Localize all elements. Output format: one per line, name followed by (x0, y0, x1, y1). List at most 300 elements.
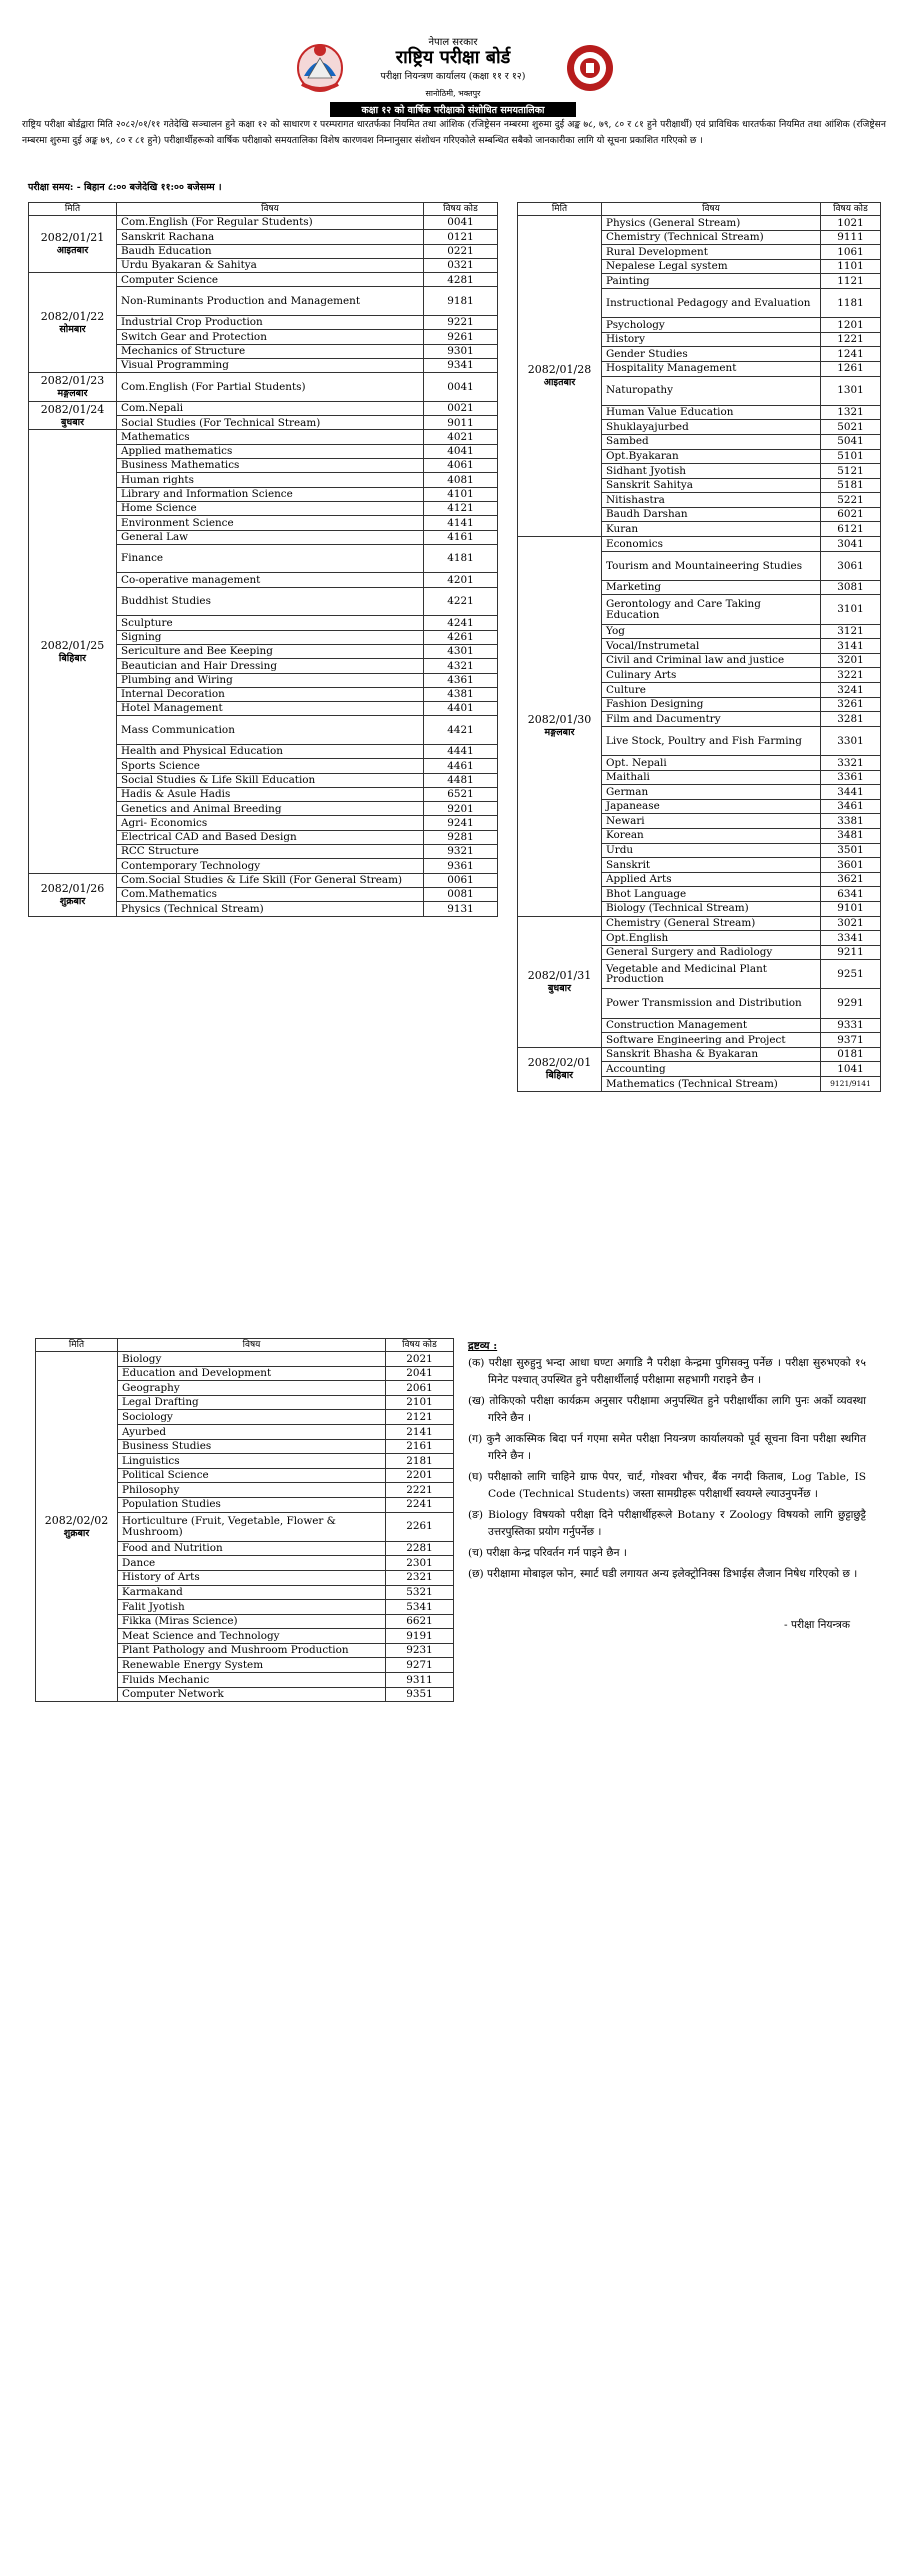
subject-code-cell: 6621 (386, 1614, 454, 1629)
subject-cell: Plant Pathology and Mushroom Production (118, 1643, 386, 1658)
exam-day: बिहिबार (545, 1070, 574, 1082)
subject-code-cell: 3141 (821, 639, 881, 654)
column-header-subject: विषय (602, 203, 821, 216)
subject-code-cell: 9371 (821, 1033, 881, 1048)
subject-cell: Civil and Criminal law and justice (602, 653, 821, 668)
subject-code-cell: 9261 (424, 330, 498, 344)
subject-code-cell: 9301 (424, 344, 498, 358)
subject-cell: Sports Science (117, 759, 424, 773)
subject-cell: Dance (118, 1556, 386, 1571)
subject-code-cell: 1181 (821, 288, 881, 317)
column-header-date: मिति (518, 203, 602, 216)
exam-date-cell (518, 216, 602, 537)
subject-code-cell: 9201 (424, 802, 498, 816)
subject-cell: Software Engineering and Project (602, 1033, 821, 1048)
exam-day: शुक्रबार (59, 895, 86, 907)
subject-code-cell: 9291 (821, 989, 881, 1018)
subject-cell: Film and Dacumentry (602, 712, 821, 727)
subject-code-cell: 4061 (424, 459, 498, 473)
subject-cell: Com.English (For Partial Students) (117, 373, 424, 402)
subject-cell: Geography (118, 1381, 386, 1396)
subject-code-cell: 0041 (424, 216, 498, 230)
exam-day: आइतबार (56, 245, 89, 257)
column-header-date: मिति (36, 1339, 118, 1352)
office-name: परीक्षा नियन्त्रण कार्यालय (कक्षा ११ र १२) (380, 71, 526, 82)
subject-code-cell: 2161 (386, 1439, 454, 1454)
table-row (29, 216, 498, 230)
subject-code-cell: 2141 (386, 1424, 454, 1439)
subject-code-cell: 3201 (821, 653, 881, 668)
subject-cell: Psychology (602, 318, 821, 333)
signature: - परीक्षा नियन्त्रक (784, 1619, 850, 1631)
exam-date: 2082/01/28 (527, 363, 592, 377)
subject-code-cell: 9101 (821, 901, 881, 916)
subject-cell: Computer Science (117, 273, 424, 287)
subject-cell: Urdu Byakaran & Sahitya (117, 258, 424, 272)
subject-code-cell: 3021 (821, 916, 881, 931)
note-item: (घ) परीक्षाको लागि चाहिने ग्राफ पेपर, चार्ट, गोश्वरा भौचर, बैंक नगदी किताब, Log Table, IS Code (Technical Students) जस्ता सामग्रीहरू परीक्षार्थी स्वयम्ले ल्याउनुपर्नेछ । (468, 1471, 866, 1500)
subject-code-cell: 3241 (821, 683, 881, 698)
subject-code-cell: 1021 (821, 216, 881, 231)
subject-cell: Renewable Energy System (118, 1658, 386, 1673)
subject-code-cell: 2281 (386, 1541, 454, 1556)
subject-code-cell: 2301 (386, 1556, 454, 1571)
subject-code-cell: 3301 (821, 726, 881, 755)
subject-cell: Com.English (For Regular Students) (117, 216, 424, 230)
subject-code-cell: 9341 (424, 358, 498, 372)
subject-code-cell: 3041 (821, 537, 881, 552)
subject-code-cell: 6021 (821, 507, 881, 522)
subject-code-cell: 0061 (424, 873, 498, 887)
subject-cell: Biology (Technical Stream) (602, 901, 821, 916)
subject-cell: Linguistics (118, 1454, 386, 1469)
subject-cell: Com.Social Studies & Life Skill (For General Stream) (117, 873, 424, 887)
exam-date: 2082/02/01 (527, 1056, 592, 1070)
subject-cell: Sociology (118, 1410, 386, 1425)
subject-cell: Fikka (Miras Science) (118, 1614, 386, 1629)
subject-cell: Library and Information Science (117, 487, 424, 501)
subject-cell: Rural Development (602, 245, 821, 260)
subject-code-cell: 4161 (424, 530, 498, 544)
subject-cell: Sidhant Jyotish (602, 464, 821, 479)
subject-code-cell: 5221 (821, 493, 881, 508)
exam-date: 2082/01/26 (40, 881, 105, 895)
subject-code-cell: 3221 (821, 668, 881, 683)
subject-cell: Visual Programming (117, 358, 424, 372)
subject-cell: Food and Nutrition (118, 1541, 386, 1556)
subject-code-cell: 4401 (424, 702, 498, 716)
subject-code-cell: 4201 (424, 573, 498, 587)
exam-date: 2082/01/21 (40, 231, 105, 245)
exam-date: 2082/01/22 (40, 309, 105, 323)
subject-code-cell: 1321 (821, 405, 881, 420)
subject-code-cell: 2041 (386, 1366, 454, 1381)
exam-date: 2082/02/02 (44, 1513, 109, 1527)
subject-cell: Chemistry (General Stream) (602, 916, 821, 931)
subject-code-cell: 1101 (821, 259, 881, 274)
subject-cell: Social Studies (For Technical Stream) (117, 416, 424, 430)
schedule-table-right (517, 202, 881, 1092)
subject-cell: RCC Structure (117, 845, 424, 859)
exam-day: बिहिबार (58, 652, 87, 664)
table-row (518, 916, 881, 931)
subject-code-cell: 2201 (386, 1468, 454, 1483)
subject-code-cell: 9011 (424, 416, 498, 430)
subject-cell: Population Studies (118, 1497, 386, 1512)
exam-date: 2082/01/31 (527, 968, 592, 982)
subject-code-cell: 1261 (821, 361, 881, 376)
subject-cell: Applied Arts (602, 872, 821, 887)
subject-code-cell: 4421 (424, 716, 498, 745)
table-row (29, 273, 498, 287)
subject-cell: Opt.English (602, 931, 821, 946)
column-header-code: विषय कोड (821, 203, 881, 216)
subject-cell: Human rights (117, 473, 424, 487)
subject-cell: Marketing (602, 580, 821, 595)
subject-cell: Tourism and Mountaineering Studies (602, 551, 821, 580)
subject-code-cell: 3481 (821, 828, 881, 843)
subject-cell: Opt. Nepali (602, 755, 821, 770)
subject-code-cell: 4301 (424, 644, 498, 658)
subject-code-cell: 4381 (424, 687, 498, 701)
subject-code-cell: 3361 (821, 770, 881, 785)
exam-date-cell (518, 537, 602, 916)
subject-code-cell: 0081 (424, 887, 498, 901)
subject-cell: Political Science (118, 1468, 386, 1483)
subject-code-cell: 6341 (821, 887, 881, 902)
subject-cell: Sanskrit Rachana (117, 230, 424, 244)
notes-title: द्रष्टव्य : (468, 1340, 498, 1352)
subject-code-cell: 4121 (424, 501, 498, 515)
exam-date-cell (518, 1047, 602, 1091)
subject-code-cell: 2021 (386, 1352, 454, 1367)
subject-code-cell: 9361 (424, 859, 498, 873)
subject-code-cell: 3461 (821, 799, 881, 814)
subject-code-cell: 3121 (821, 624, 881, 639)
subject-code-cell: 6121 (821, 522, 881, 537)
subject-cell: Japanease (602, 799, 821, 814)
subject-code-cell: 4101 (424, 487, 498, 501)
subject-cell: Co-operative management (117, 573, 424, 587)
subject-code-cell: 4181 (424, 544, 498, 573)
subject-code-cell: 5181 (821, 478, 881, 493)
exam-date-cell (29, 216, 117, 273)
subject-code-cell: 3261 (821, 697, 881, 712)
subject-code-cell: 1301 (821, 376, 881, 405)
table-row (518, 537, 881, 552)
subject-cell: Fashion Designing (602, 697, 821, 712)
subject-code-cell: 5121 (821, 464, 881, 479)
subject-cell: Physics (General Stream) (602, 216, 821, 231)
note-item: (ग) कुनै आकस्मिक बिदा पर्न गएमा समेत परीक्षा नियन्त्रण कार्यालयको पूर्व सूचना विना परीक्षा स्थगित गरिने छैन । (468, 1433, 866, 1462)
subject-code-cell: 2221 (386, 1483, 454, 1498)
subject-cell: Chemistry (Technical Stream) (602, 230, 821, 245)
note-item: (ख) तोकिएको परीक्षा कार्यक्रम अनुसार परीक्षामा अनुपस्थित हुने परीक्षार्थीका लागि पुनः अर्को व्यवस्था गरिने छैन । (468, 1395, 866, 1424)
subject-code-cell: 4321 (424, 659, 498, 673)
exam-date-cell (29, 373, 117, 402)
subject-cell: History (602, 332, 821, 347)
subject-code-cell: 3081 (821, 580, 881, 595)
subject-code-cell: 5041 (821, 434, 881, 449)
subject-cell: Sculpture (117, 616, 424, 630)
subject-cell: Philosophy (118, 1483, 386, 1498)
exam-date: 2082/01/30 (527, 713, 592, 727)
exam-date-cell (29, 273, 117, 373)
subject-cell: Ayurbed (118, 1424, 386, 1439)
subject-cell: Hadis & Asule Hadis (117, 787, 424, 801)
subject-cell: Instructional Pedagogy and Evaluation (602, 288, 821, 317)
subject-cell: Sanskrit Sahitya (602, 478, 821, 493)
schedule-table-left (28, 202, 498, 917)
subject-cell: Computer Network (118, 1687, 386, 1702)
subject-cell: General Law (117, 530, 424, 544)
subject-code-cell: 4021 (424, 430, 498, 444)
table-row (29, 373, 498, 402)
board-name: राष्ट्रिय परीक्षा बोर्ड (395, 47, 511, 68)
column-header-code: विषय कोड (386, 1339, 454, 1352)
subject-code-cell: 3621 (821, 872, 881, 887)
subject-code-cell: 2061 (386, 1381, 454, 1396)
subject-code-cell: 4041 (424, 444, 498, 458)
subject-cell: Newari (602, 814, 821, 829)
subject-cell: Construction Management (602, 1018, 821, 1033)
subject-cell: Finance (117, 544, 424, 573)
subject-code-cell: 0321 (424, 258, 498, 272)
subject-code-cell: 1061 (821, 245, 881, 260)
subject-cell: Mathematics (117, 430, 424, 444)
table-row (36, 1352, 454, 1367)
subject-code-cell: 0041 (424, 373, 498, 402)
subject-code-cell: 4281 (424, 273, 498, 287)
subject-cell: Accounting (602, 1062, 821, 1077)
subject-cell: Sanskrit Bhasha & Byakaran (602, 1047, 821, 1062)
subject-code-cell: 1041 (821, 1062, 881, 1077)
subject-cell: Sambed (602, 434, 821, 449)
subject-code-cell: 3601 (821, 858, 881, 873)
subject-code-cell: 9241 (424, 816, 498, 830)
subject-cell: Mechanics of Structure (117, 344, 424, 358)
subject-cell: Maithali (602, 770, 821, 785)
subject-code-cell: 5101 (821, 449, 881, 464)
exam-date-cell (29, 430, 117, 873)
subject-cell: Com.Nepali (117, 401, 424, 415)
subject-cell: Urdu (602, 843, 821, 858)
table-row (518, 216, 881, 231)
subject-code-cell: 9121/9141 (821, 1077, 881, 1092)
subject-cell: Sanskrit (602, 858, 821, 873)
subject-cell: Internal Decoration (117, 687, 424, 701)
exam-day: बुधबार (547, 982, 572, 994)
subject-code-cell: 4241 (424, 616, 498, 630)
subject-cell: Baudh Education (117, 244, 424, 258)
subject-cell: Home Science (117, 501, 424, 515)
subject-cell: Business Studies (118, 1439, 386, 1454)
subject-code-cell: 5021 (821, 420, 881, 435)
subject-cell: Hospitality Management (602, 361, 821, 376)
column-header-subject: विषय (117, 203, 424, 216)
subject-cell: Fluids Mechanic (118, 1673, 386, 1688)
subject-cell: Baudh Darshan (602, 507, 821, 522)
subject-code-cell: 9321 (424, 845, 498, 859)
note-item: (छ) परीक्षामा मोबाइल फोन, स्मार्ट घडी लगायत अन्य इलेक्ट्रोनिक्स डिभाईस लैजान निषेध गरिएको छ । (468, 1568, 858, 1580)
subject-cell: Shuklayajurbed (602, 420, 821, 435)
subject-cell: Environment Science (117, 516, 424, 530)
subject-cell: Buddhist Studies (117, 587, 424, 616)
subject-code-cell: 9231 (386, 1643, 454, 1658)
subject-code-cell: 3381 (821, 814, 881, 829)
subject-cell: Mass Communication (117, 716, 424, 745)
subject-code-cell: 5321 (386, 1585, 454, 1600)
intro-paragraph: राष्ट्रिय परीक्षा बोर्डद्वारा मिति २०८२/०१/११ गतेदेखि सञ्चालन हुने कक्षा १२ को साधारण र परम्परागत धारतर्फका नियमित तथा आंशिक (रजिष्ट्रेसन नम्बरमा शुरुमा दुई अङ्क ७८, ७९, ८० र ८१ हुने परीक्षार्थी) एवं प्राविधिक धारतर्फका नियमित तथा आंशिक (रजिष्ट्रेसन नम्बरमा शुरुमा दुई अङ्क ७९, ८० र ८१ हुने) परीक्षार्थीहरूको वार्षिक परीक्षाको समयतालिका विशेष कारणवश निम्नानुसार संशोधन गरिएकोले सम्बन्धित सबैको जानकारीका लागि यो सूचना प्रकाशित गरिएको छ । (22, 119, 886, 146)
exam-date-cell (29, 873, 117, 916)
subject-cell: Applied mathematics (117, 444, 424, 458)
subject-code-cell: 4441 (424, 744, 498, 758)
exam-day: सोमबार (59, 323, 86, 335)
subject-cell: Vocal/Instrumetal (602, 639, 821, 654)
note-item: (क) परीक्षा सुरुहुनु भन्दा आधा घण्टा अगाडि नै परीक्षा केन्द्रमा पुगिसक्नु पर्नेछ । परीक्षा सुरुभएको १५ मिनेट पश्चात् उपस्थित हुने परीक्षार्थीलाई परीक्षामा सहभागी गराइने छैन । (468, 1357, 866, 1386)
column-header-subject: विषय (118, 1339, 386, 1352)
exam-day: आइतबार (543, 377, 576, 389)
subject-cell: General Surgery and Radiology (602, 945, 821, 960)
exam-day: मङ्गलबार (544, 727, 575, 739)
subject-cell: Com.Mathematics (117, 887, 424, 901)
subject-code-cell: 9351 (386, 1687, 454, 1702)
subject-cell: Power Transmission and Distribution (602, 989, 821, 1018)
subject-code-cell: 3061 (821, 551, 881, 580)
table-row (29, 873, 498, 887)
subject-cell: Horticulture (Fruit, Vegetable, Flower & Mushroom) (118, 1512, 386, 1541)
column-header-code: विषय कोड (424, 203, 498, 216)
subject-cell: Kuran (602, 522, 821, 537)
subject-code-cell: 2261 (386, 1512, 454, 1541)
subject-cell: Vegetable and Medicinal Plant Production (602, 960, 821, 989)
subject-cell: Human Value Education (602, 405, 821, 420)
subject-cell: Meat Science and Technology (118, 1629, 386, 1644)
subject-cell: Korean (602, 828, 821, 843)
exam-date-cell (518, 916, 602, 1047)
subject-code-cell: 3341 (821, 931, 881, 946)
subject-cell: Yog (602, 624, 821, 639)
subject-code-cell: 4141 (424, 516, 498, 530)
government-label: नेपाल सरकार (428, 37, 478, 48)
subject-code-cell: 4221 (424, 587, 498, 616)
subject-code-cell: 2121 (386, 1410, 454, 1425)
subject-cell: Hotel Management (117, 702, 424, 716)
subject-code-cell: 9251 (821, 960, 881, 989)
subject-code-cell: 4261 (424, 630, 498, 644)
subject-code-cell: 6521 (424, 787, 498, 801)
subject-cell: Nitishastra (602, 493, 821, 508)
exam-day: बुधबार (60, 416, 85, 428)
subject-code-cell: 9221 (424, 316, 498, 330)
subject-cell: Electrical CAD and Based Design (117, 830, 424, 844)
subject-cell: Switch Gear and Protection (117, 330, 424, 344)
subject-cell: Gerontology and Care Taking Education (602, 595, 821, 624)
subject-cell: Sericulture and Bee Keeping (117, 644, 424, 658)
subject-cell: Genetics and Animal Breeding (117, 802, 424, 816)
subject-code-cell: 0121 (424, 230, 498, 244)
subject-cell: Legal Drafting (118, 1395, 386, 1410)
subject-cell: Business Mathematics (117, 459, 424, 473)
subject-cell: Falit Jyotish (118, 1600, 386, 1615)
subject-cell: Industrial Crop Production (117, 316, 424, 330)
subject-code-cell: 4081 (424, 473, 498, 487)
subject-code-cell: 2241 (386, 1497, 454, 1512)
subject-code-cell: 4361 (424, 673, 498, 687)
subject-code-cell: 9331 (821, 1018, 881, 1033)
subject-cell: History of Arts (118, 1570, 386, 1585)
subject-cell: Plumbing and Wiring (117, 673, 424, 687)
subject-code-cell: 9281 (424, 830, 498, 844)
subject-code-cell: 5341 (386, 1600, 454, 1615)
subject-code-cell: 1201 (821, 318, 881, 333)
column-header-date: मिति (29, 203, 117, 216)
exam-time: परीक्षा समय: - बिहान ८:०० बजेदेखि ११:०० बजेसम्म । (28, 182, 222, 193)
subject-cell: Contemporary Technology (117, 859, 424, 873)
subject-cell: Non-Ruminants Production and Management (117, 287, 424, 316)
subject-code-cell: 9111 (821, 230, 881, 245)
exam-date-cell (29, 401, 117, 430)
notes-section (468, 1338, 866, 1634)
note-item: (ङ) Biology विषयको परीक्षा दिने परीक्षार्थीहरूले Botany र Zoology विषयको लागि छुट्टाछुट्टै उत्तरपुस्तिका प्रयोग गर्नुपर्नेछ । (468, 1509, 866, 1538)
subject-cell: Biology (118, 1352, 386, 1367)
subject-cell: Bhot Language (602, 887, 821, 902)
subject-cell: Social Studies & Life Skill Education (117, 773, 424, 787)
subject-cell: Physics (Technical Stream) (117, 902, 424, 916)
subject-code-cell: 4481 (424, 773, 498, 787)
subject-cell: Health and Physical Education (117, 744, 424, 758)
subject-code-cell: 4461 (424, 759, 498, 773)
subject-code-cell: 3321 (821, 755, 881, 770)
subject-cell: Education and Development (118, 1366, 386, 1381)
subject-code-cell: 1241 (821, 347, 881, 362)
exam-date-cell (36, 1352, 118, 1702)
table-row (518, 1047, 881, 1062)
exam-date: 2082/01/25 (40, 638, 105, 652)
subject-code-cell: 9181 (424, 287, 498, 316)
subject-cell: Opt.Byakaran (602, 449, 821, 464)
exam-day: मङ्गलबार (57, 388, 88, 400)
exam-day: शुक्रबार (63, 1527, 90, 1539)
subject-cell: Agri- Economics (117, 816, 424, 830)
subject-code-cell: 9191 (386, 1629, 454, 1644)
note-item: (च) परीक्षा केन्द्र परिवर्तन गर्न पाइने छैन । (468, 1547, 627, 1559)
page-title: कक्षा १२ को वार्षिक परीक्षाको संशोधित समयतालिका (330, 102, 576, 117)
subject-cell: Mathematics (Technical Stream) (602, 1077, 821, 1092)
subject-cell: Live Stock, Poultry and Fish Farming (602, 726, 821, 755)
subject-code-cell: 2321 (386, 1570, 454, 1585)
subject-cell: Beautician and Hair Dressing (117, 659, 424, 673)
subject-code-cell: 9131 (424, 902, 498, 916)
subject-code-cell: 2181 (386, 1454, 454, 1469)
subject-cell: Gender Studies (602, 347, 821, 362)
subject-code-cell: 1221 (821, 332, 881, 347)
subject-code-cell: 3101 (821, 595, 881, 624)
subject-cell: Naturopathy (602, 376, 821, 405)
subject-code-cell: 3441 (821, 785, 881, 800)
table-row (29, 401, 498, 415)
subject-code-cell: 3281 (821, 712, 881, 727)
subject-cell: Culinary Arts (602, 668, 821, 683)
subject-code-cell: 2101 (386, 1395, 454, 1410)
office-address: सानोठिमी, भक्तपुर (425, 89, 481, 98)
subject-code-cell: 3501 (821, 843, 881, 858)
subject-code-cell: 0021 (424, 401, 498, 415)
exam-date: 2082/01/24 (40, 402, 105, 416)
subject-cell: German (602, 785, 821, 800)
subject-code-cell: 9211 (821, 945, 881, 960)
subject-cell: Nepalese Legal system (602, 259, 821, 274)
